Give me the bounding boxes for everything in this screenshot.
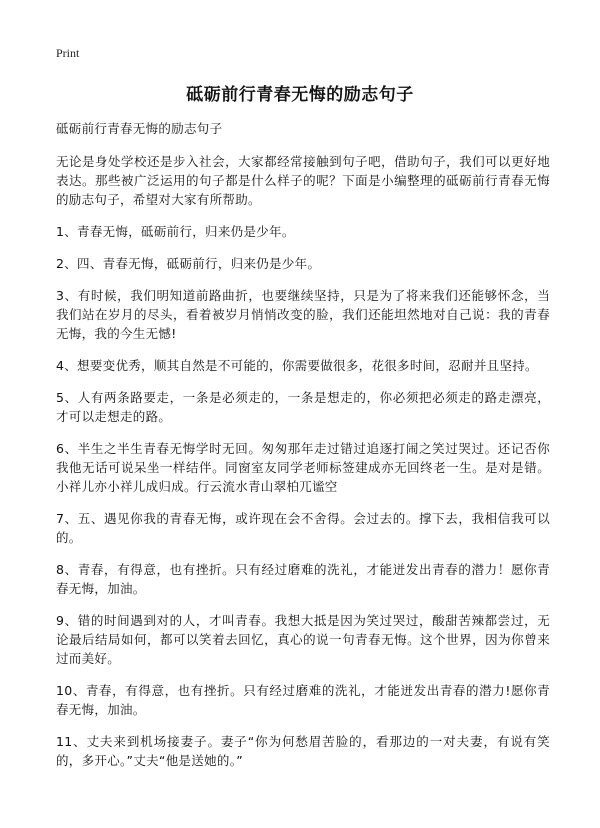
list-item: 10、青春，有得意，也有挫折。只有经过磨难的洗礼，才能迸发出青春的潜力!愿你青春无悔，加油。 xyxy=(56,683,550,717)
list-item: 11、丈夫来到机场接妻子。妻子“你为何愁眉苦脸的，看那边的一对夫妻，有说有笑的，多开心。”丈夫“他是送她的。” xyxy=(56,734,550,768)
list-item: 2、四、青春无悔，砥砺前行，归来仍是少年。 xyxy=(56,256,321,271)
document-body xyxy=(56,119,550,783)
list-item: 8、青春，有得意，也有挫折。只有经过磨难的洗礼，才能迸发出青春的潜力！愿你青春无悔，加油。 xyxy=(56,562,550,596)
list-item: 3、有时候，我们明知道前路曲折，也要继续坚持，只是为了将来我们还能够怀念，当我们站在岁月的尽头，看着被岁月悄悄改变的脸，我们还能坦然地对自己说：我的青春无悔，我的今生无憾! xyxy=(56,288,550,341)
list-item: 7、五、遇见你我的青春无悔，或许现在会不舍得。会过去的。撑下去，我相信我可以的。 xyxy=(56,511,550,545)
list-item: 9、错的时间遇到对的人，才叫青春。我想大抵是因为笑过哭过，酸甜苦辣都尝过，无论最后结局如何，都可以笑着去回忆，真心的说一句青春无悔。这个世界，因为你曾来过而美好。 xyxy=(56,613,550,666)
list-item: 4、想要变优秀，顺其自然是不可能的，你需要做很多，花很多时间，忍耐并且坚持。 xyxy=(56,358,538,373)
intro-paragraph: 无论是身处学校还是步入社会，大家都经常接触到句子吧，借助句子，我们可以更好地表达。那些被广泛运用的句子都是什么样子的呢？下面是小编整理的砥砺前行青春无悔的励志句子，希望对大家有所帮助。 xyxy=(56,154,550,207)
list-item: 6、半生之半生青春无悔学时无回。匆匆那年走过错过追逐打闹之笑过哭过。还记否你我他无话可说呆坐一样结伴。同窗室友同学老师标签建成亦无回终老一生。是对是错。小祥儿亦小祥儿成归成。行云流水青山翠柏兀谧空 xyxy=(56,441,550,494)
page-title: 砥砺前行青春无悔的励志句子 xyxy=(186,85,414,105)
list-item: 1、青春无悔，砥砺前行，归来仍是少年。 xyxy=(56,224,295,239)
subtitle: 砥砺前行青春无悔的励志句子 xyxy=(56,121,223,136)
print-label: Print xyxy=(56,46,80,60)
list-item: 5、人有两条路要走，一条是必须走的，一条是想走的，你必须把必须走的路走漂亮，才可以走想走的路。 xyxy=(56,390,550,424)
